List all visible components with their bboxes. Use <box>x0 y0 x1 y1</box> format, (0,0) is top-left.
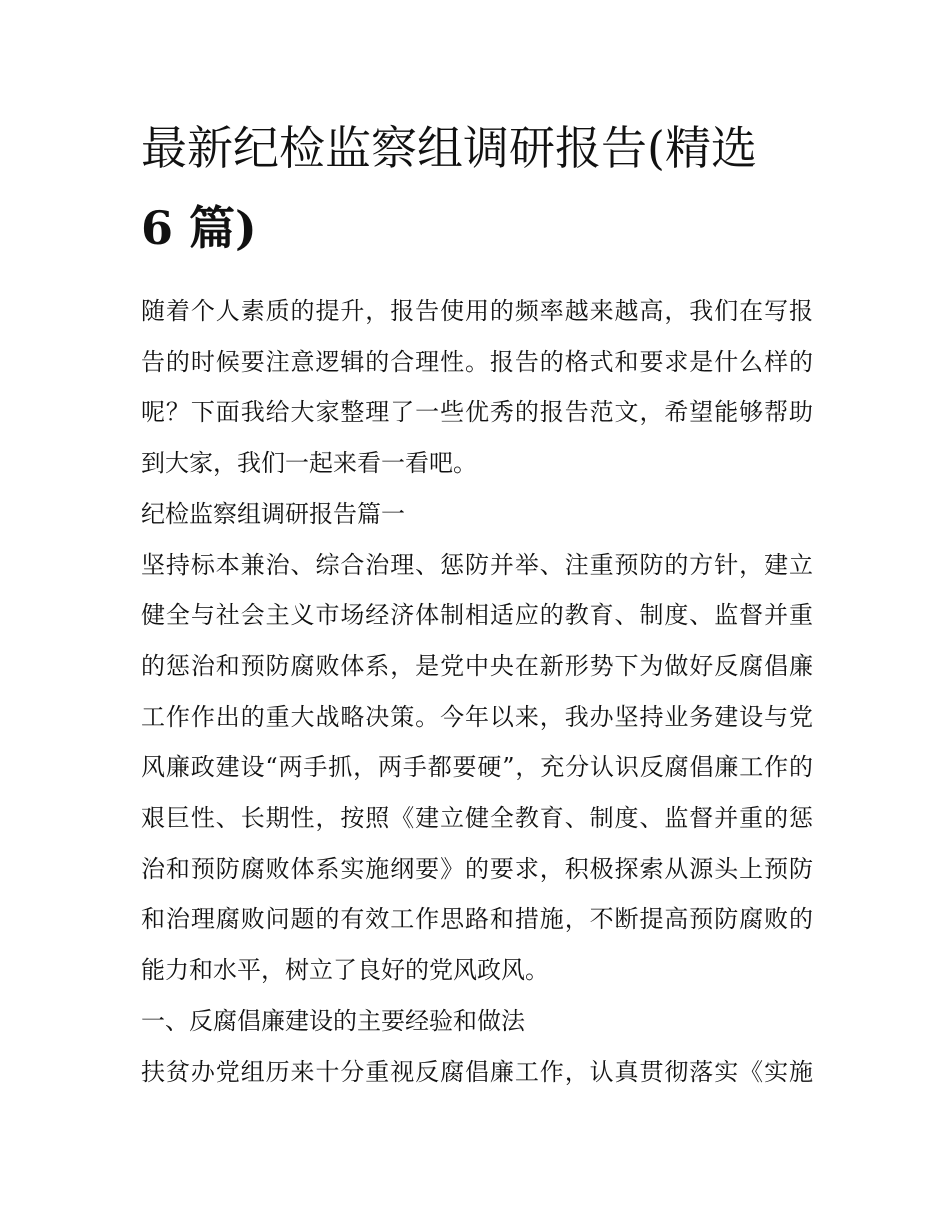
section-heading-article-one <box>141 489 813 540</box>
text-line: 治和预防腐败体系实施纲要》的要求，积极探索从源头上预防 <box>141 854 813 883</box>
text-line: 艰巨性、长期性，按照《建立健全教育、制度、监督并重的惩 <box>141 804 813 833</box>
text-line: 纪检监察组调研报告篇一 <box>141 499 405 528</box>
section-heading-experience <box>141 996 813 1047</box>
text-line: 告的时候要注意逻辑的合理性。报告的格式和要求是什么样的 <box>141 347 813 376</box>
text-line: 和治理腐败问题的有效工作思路和措施，不断提高预防腐败的 <box>141 905 813 934</box>
intro-paragraph <box>141 286 813 489</box>
text-line: 的惩治和预防腐败体系，是党中央在新形势下为做好反腐倡廉 <box>141 651 813 680</box>
document-content <box>141 108 813 1097</box>
document-title <box>141 108 813 268</box>
article-one-paragraph <box>141 540 813 996</box>
text-line: 工作作出的重大战略决策。今年以来，我办坚持业务建设与党 <box>141 702 813 731</box>
text-line: 随着个人素质的提升，报告使用的频率越来越高，我们在写报 <box>141 297 813 325</box>
text-line: 扶贫办党组历来十分重视反腐倡廉工作，认真贯彻落实《实施 <box>141 1057 813 1086</box>
text-line: 能力和水平，树立了良好的党风政风。 <box>141 956 549 985</box>
text-line: 健全与社会主义市场经济体制相适应的教育、制度、监督并重 <box>141 601 813 630</box>
title-line-2: 6 篇) <box>141 201 257 255</box>
text-line: 一、反腐倡廉建设的主要经验和做法 <box>141 1006 525 1035</box>
text-line: 到大家，我们一起来看一看吧。 <box>141 449 477 478</box>
text-line: 呢？下面我给大家整理了一些优秀的报告范文，希望能够帮助 <box>141 398 813 427</box>
document-body <box>141 286 813 1097</box>
title-line-1: 最新纪检监察组调研报告(精选 <box>141 121 757 175</box>
poverty-office-paragraph <box>141 1047 813 1098</box>
text-line: 坚持标本兼治、综合治理、惩防并举、注重预防的方针，建立 <box>141 550 813 579</box>
text-line: 风廉政建设“两手抓，两手都要硬”，充分认识反腐倡廉工作的 <box>141 753 813 782</box>
